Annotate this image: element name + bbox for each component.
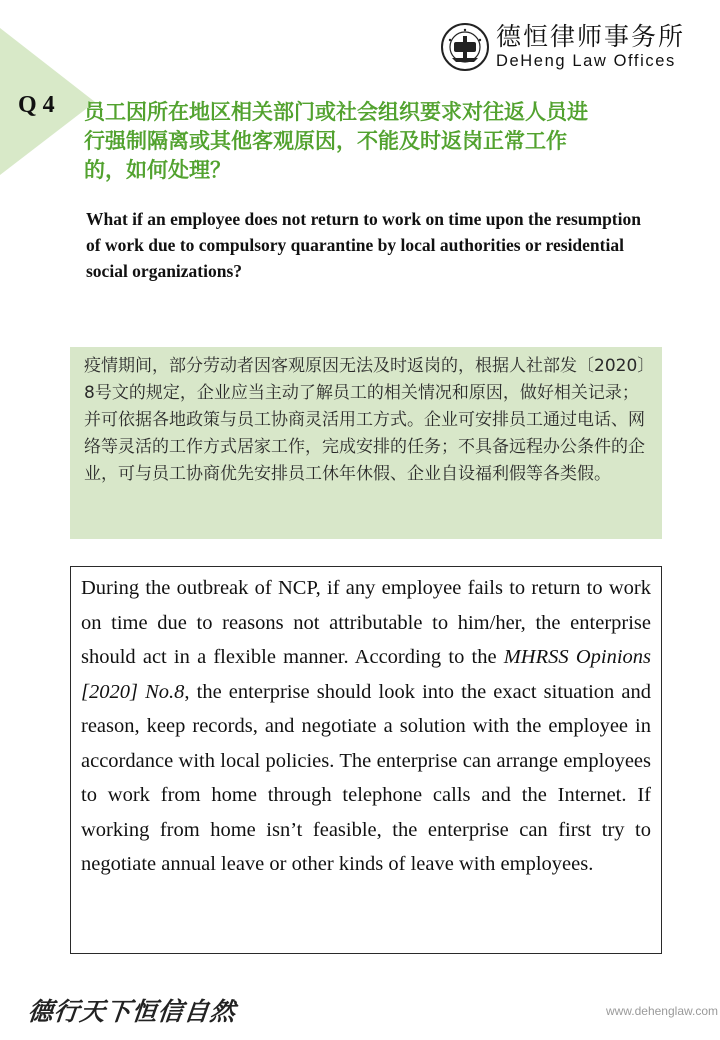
corner-triangle-decoration (0, 0, 95, 175)
firm-name-en: DeHeng Law Offices (496, 52, 676, 70)
answer-text-cn: 疫情期间，部分劳动者因客观原因无法及时返岗的，根据人社部发〔2020〕8号文的规定，企业应当主动了解员工的相关情况和原因，做好相关记录；并可依据各地政策与员工协商灵活用工方式。企业可安排员工通过电话、网络等灵活的工作方式居家工作，完成安排的任务；不具备远程办公条件的企业，可与员工协商优先安排员工休年休假、企业自设福利假等各类假。 (84, 356, 646, 484)
answer-text-en-part2: , the enterprise should look into the exact situation and reason, keep records, and negotiate a solution with the employee in accordance with local policies. The enterprise can arrange employees to work from home through telephone calls and the Internet. If working from home isn’t feasible, the enterprise can first try to negotiate annual leave or other kinds of leave with employees. (81, 680, 651, 875)
question-number: Q 4 (18, 92, 55, 118)
answer-text-en-part1: During the outbreak of NCP, if any employee fails to return to work on time due to reasons not attributable to him/her, the enterprise should act in a flexible manner. According to the (81, 577, 651, 668)
firm-logo (440, 22, 685, 72)
firm-name-cn: 德恒律师事务所 (496, 22, 686, 51)
answer-box-en (70, 566, 662, 954)
firm-seal-icon (440, 22, 490, 72)
answer-text-en-citation: MHRSS Opinions [2020] No.8 (81, 646, 651, 703)
question-title-cn: 员工因所在地区相关部门或社会组织要求对往返人员进行强制隔离或其他客观原因，不能及时返岗正常工作的，如何处理？ (84, 100, 588, 182)
question-title-en: What if an employee does not return to work on time upon the resumption of work due to compulsory quarantine by local authorities or residential social organizations? (86, 209, 641, 281)
answer-box-cn (70, 347, 662, 539)
footer-motto: 德行天下恒信自然 (26, 997, 238, 1026)
footer-website: www.dehenglaw.com (605, 1004, 718, 1018)
